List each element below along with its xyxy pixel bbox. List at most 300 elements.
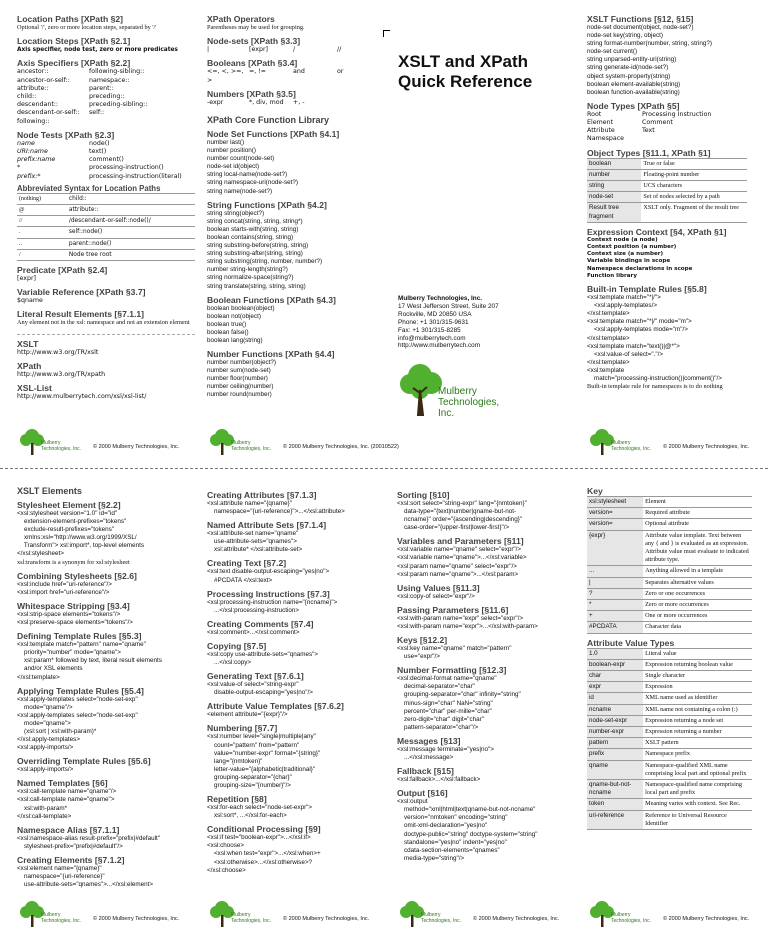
function-signature: string normalize-space(string?)	[207, 274, 294, 282]
type-desc: Set of nodes selected by a path	[641, 192, 747, 203]
table-row	[587, 508, 752, 519]
builtin-templates	[587, 294, 747, 383]
definition: One or more occurrences	[643, 611, 752, 622]
p1-column-2	[207, 14, 385, 419]
variable-text: $qname	[17, 297, 43, 305]
definition: Zero or more occurrences	[643, 600, 752, 611]
code-line: cdata-section-elements="qnames"	[397, 846, 500, 854]
axis-item	[89, 118, 195, 126]
function-signature: number count(node-set)	[207, 155, 275, 163]
note-text: xsl:transform is a synonym for xsl:stylesheet	[17, 558, 130, 566]
abbrev-cell: ..	[17, 238, 67, 249]
heading-node-set-functions: Node Set Functions [XPath §4.1]	[207, 129, 340, 140]
number-ops	[207, 99, 385, 107]
node-test-item: processing-instruction(literal)	[89, 172, 182, 180]
section-heading: Numbering [§7.7]	[207, 723, 278, 734]
logo-text: Technologies, Inc.	[421, 918, 462, 924]
code-line: <xsl:strip-space elements="tokens"/>	[17, 610, 121, 618]
term: +	[587, 611, 643, 622]
xslt-functions	[587, 24, 747, 97]
abbrev-cell: @	[17, 205, 67, 216]
definition: Namespace-qualified name comprising local part and prefix	[643, 780, 752, 799]
code-line: <xsl:attribute-set name="qname"	[207, 530, 299, 538]
section-heading: Using Values [§11.3]	[397, 582, 480, 593]
expression-context	[587, 237, 747, 280]
code-line: exclude-result-prefixes="tokens"	[17, 526, 115, 534]
section-heading: Defining Template Rules [§5.3]	[17, 631, 142, 642]
term: version=	[587, 519, 643, 530]
p2-column-4	[587, 486, 752, 884]
table-row	[587, 738, 752, 749]
code-line: disable-output-escaping="yes|no"/>	[207, 689, 313, 697]
title-line: XSLT and XPath	[398, 52, 529, 71]
function-signature: number ceiling(number)	[207, 383, 274, 391]
p2-column-3	[397, 486, 579, 884]
term: pattern	[587, 738, 643, 749]
section-heading: Namespace Alias [§7.1.1]	[17, 824, 120, 835]
section-heading: Attribute Value Templates [§7.6.2]	[207, 701, 344, 712]
function-signature: boolean lang(string)	[207, 336, 263, 344]
code-line: <xsl:param name="qname">...</xsl:param>	[397, 570, 519, 578]
code-line: <xsl:namespace-alias result-prefix="prefix|#default"	[17, 834, 160, 842]
code-line: <element attribute="{expr}"/>	[207, 711, 288, 719]
xslt-elements-list-3	[397, 490, 579, 863]
logo-text: Technologies, Inc.	[231, 446, 272, 452]
function-signature: boolean element-available(string)	[587, 80, 681, 88]
table-row	[587, 566, 752, 577]
heading-axis-specifiers: Axis Specifiers [XPath §2.2]	[17, 58, 131, 69]
code-line: doctype-public="string" doctype-system="string"	[397, 830, 538, 838]
function-signature: number last()	[207, 139, 245, 147]
code-line: <xsl:value-of select="."/>	[587, 350, 664, 358]
abbrev-cell: (nothing)	[17, 193, 67, 204]
code-line: pattern-separator="char"/>	[397, 723, 479, 731]
function-signature: string local-name(node-set?)	[207, 171, 288, 179]
context-item: Namespace declarations in scope	[587, 265, 693, 272]
operator: +, -	[293, 98, 305, 106]
location-paths-text: Optional '/', zero or more location steps, separated by '/'	[17, 24, 157, 31]
logo-text: Mulberry	[438, 386, 477, 397]
boolean-ops	[207, 68, 385, 84]
function-signature: string translate(string, string, string)	[207, 282, 306, 290]
node-test-item: prefix:*	[17, 172, 41, 180]
code-line: grouping-separator="{char}"	[207, 773, 292, 781]
footer	[17, 422, 179, 456]
axis-item: self::	[89, 109, 105, 117]
type-name: node-set	[587, 192, 641, 203]
code-line: decimal-separator="char"	[397, 683, 475, 691]
definition: Required attribute	[643, 508, 752, 519]
axis-item: ancestor::	[17, 68, 49, 76]
footer	[587, 894, 749, 928]
code-line: </xsl:template>	[587, 310, 630, 318]
code-line: <xsl:number level="single|multiple|any"	[207, 733, 316, 741]
xpath-link[interactable]: http://www.w3.org/TR/xpath	[17, 370, 106, 378]
code-line: <xsl:template match="*|/" mode="m">	[587, 318, 692, 326]
heading-xslt-elements: XSLT Elements	[17, 486, 82, 496]
code-line: xsl:with-param*	[17, 804, 68, 812]
node-test-item: prefix:name	[17, 156, 56, 164]
code-line: <xsl:param name="qname" select="expr"/>	[397, 562, 517, 570]
table-row	[587, 682, 752, 693]
heading-location-paths: Location Paths [XPath §2]	[17, 14, 124, 24]
definition: XML name used as identifier	[643, 693, 752, 704]
code-line: data-type="{text|number|qname-but-not-	[397, 508, 517, 516]
heading-node-tests: Node Tests [XPath §2.3]	[17, 129, 115, 140]
node-type: Attribute	[587, 127, 615, 135]
abbrev-cell: child::	[67, 193, 195, 204]
footer	[207, 894, 369, 928]
logo-text: Mulberry	[611, 912, 631, 918]
table-row	[17, 193, 195, 204]
code-line: </xsl:stylesheet>	[17, 550, 64, 558]
table-row	[587, 600, 752, 611]
copyright: © 2000 Mulberry Technologies, Inc.	[283, 916, 370, 922]
table-row	[587, 780, 752, 799]
definition: Zero or one occurrences	[643, 588, 752, 599]
code-line: <xsl:element name="{qname}"	[17, 864, 102, 872]
node-test-item: node()	[89, 139, 110, 147]
logo-small	[207, 426, 277, 456]
term: qname	[587, 760, 643, 779]
title-line: Quick Reference	[398, 72, 533, 91]
term: id	[587, 693, 643, 704]
term: ...	[587, 566, 643, 577]
code-line: <xsl:apply-imports/>	[17, 766, 74, 774]
xsl-list-link[interactable]: http://www.mulberrytech.com/xsl/xsl-list/	[17, 393, 147, 401]
logo-small	[17, 898, 87, 928]
code-line: zero-digit="char" digit="char"	[397, 715, 484, 723]
code-line: count="pattern" from="pattern"	[207, 741, 300, 749]
function-signature: boolean starts-with(string, string)	[207, 225, 299, 233]
context-item: Context position (a number)	[587, 244, 677, 251]
address-line: 17 West Jefferson Street, Suite 207	[398, 302, 499, 310]
code-line: and/or XSL elements	[17, 665, 83, 673]
code-line: <xsl:stylesheet version="1.0" id="id"	[17, 510, 118, 517]
type-name: Result tree fragment	[587, 203, 641, 222]
section-heading: Variables and Parameters [§11]	[397, 536, 524, 547]
abbrev-cell: self::node()	[67, 227, 195, 238]
code-line: ...</xsl:copy>	[207, 659, 252, 667]
axis-item: preceding-sibling::	[89, 101, 148, 109]
heading-abbreviated-syntax: Abbreviated Syntax for Location Paths	[17, 183, 161, 193]
heading-builtin-templates: Built-in Template Rules [§5.8]	[587, 284, 707, 295]
term: number-expr	[587, 727, 643, 738]
function-signature: string substring-before(string, string)	[207, 242, 309, 250]
table-row	[587, 622, 752, 633]
definition: Attribute value template. Text between any { and } is evaluated as an expression. Attribute value must evaluate to indicated attribute type.	[643, 530, 752, 566]
function-signature: string unparsed-entity-uri(string)	[587, 56, 677, 64]
code-line: <xsl:apply-templates/>	[587, 302, 657, 310]
code-line: <xsl:with-param name="expr" select="expr"/>	[397, 614, 524, 622]
definition: XML name not containing a colon (:)	[643, 704, 752, 715]
node-type: Text	[642, 127, 655, 135]
heading-numbers: Numbers [XPath §3.5]	[207, 88, 296, 99]
table-row	[587, 671, 752, 682]
heading-xslt: XSLT	[17, 338, 39, 349]
logo-text: Mulberry	[41, 912, 61, 918]
operator: <=, <, >=, >	[207, 68, 244, 84]
code-line: <xsl:copy-of select="expr"/>	[397, 592, 475, 600]
axis-item: child::	[17, 93, 37, 101]
logo-text: Mulberry	[231, 912, 251, 918]
table-row	[587, 810, 752, 829]
code-line: <xsl:template match="pattern" name="qname"	[17, 641, 146, 649]
code-line: <xsl:sort select="string-expr" lang="{nmtoken}"	[397, 500, 527, 507]
definition: Namespace-qualified XML name comprising local part and optional prefix	[643, 760, 752, 779]
xslt-link[interactable]: http://www.w3.org/TR/xslt	[17, 348, 99, 356]
section-heading: Creating Attributes [§7.1.3]	[207, 490, 317, 500]
code-line: Transform"> xsl:import*, top-level elements	[17, 542, 144, 550]
code-line: <xsl:value-of select="string-expr"	[207, 681, 299, 689]
heading-literal-result: Literal Result Elements [§7.1.1]	[17, 309, 145, 320]
table-row	[587, 497, 752, 508]
abbrev-cell: parent::node()	[67, 238, 195, 249]
section-heading: Conditional Processing [§9]	[207, 824, 321, 835]
footer	[207, 422, 399, 456]
operator: *, div, mod	[249, 98, 284, 106]
table-row	[17, 238, 195, 249]
object-types-table	[587, 158, 747, 223]
code-line: xmlns:xsl="http://www.w3.org/1999/XSL/	[17, 534, 137, 542]
term: version=	[587, 508, 643, 519]
code-line: stylesheet-prefix="prefix|#default"/>	[17, 842, 123, 850]
section-heading: Fallback [§15]	[397, 766, 454, 777]
code-line: <xsl:message terminate="yes|no">	[397, 745, 494, 753]
type-desc: UCS characters	[641, 181, 747, 192]
code-line: </xsl:apply-templates>	[17, 736, 80, 744]
code-line: <xsl:key name="qname" match="pattern"	[397, 645, 512, 653]
node-tests-list	[17, 140, 195, 181]
company-address	[398, 295, 499, 350]
fax: Fax: +1 301/315-8285	[398, 326, 461, 334]
definition: Reference to Universal Resource Identifier	[643, 810, 752, 829]
context-item: Context node (a node)	[587, 236, 658, 243]
definition: Namespace prefix	[643, 749, 752, 760]
context-item: Function library	[587, 272, 637, 279]
table-row	[17, 205, 195, 216]
heading-xpath: XPath	[17, 360, 42, 371]
code-line: ...</xsl:processing-instruction>	[207, 606, 300, 614]
logo-text: Technologies, Inc.	[438, 397, 500, 419]
table-row	[587, 530, 752, 566]
function-signature: number sum(node-set)	[207, 367, 271, 375]
code-line: method="xml|html|text|qname-but-not-ncname"	[397, 806, 536, 814]
operator: or	[337, 68, 344, 76]
section-heading: Copying [§7.5]	[207, 640, 267, 651]
email-link[interactable]: info@mulberrytech.com	[398, 334, 466, 342]
function-signature: string substring-after(string, string)	[207, 250, 303, 258]
operator: /	[293, 46, 296, 54]
section-heading: Passing Parameters [§11.6]	[397, 604, 509, 615]
code-line: <xsl:decimal-format name="qname"	[397, 675, 497, 683]
table-row	[587, 693, 752, 704]
table-row	[587, 659, 752, 670]
context-item: Context size (a number)	[587, 251, 664, 258]
abbrev-cell: Node tree root	[67, 249, 195, 260]
location-steps-text: Axis specifier, node test, zero or more predicates	[17, 47, 178, 54]
code-line: </xsl:choose>	[207, 866, 246, 874]
p2-column-2	[207, 486, 387, 884]
definition: Separates alternative values	[643, 577, 752, 588]
code-line: <xsl:apply-templates select="node-set-exp"	[17, 711, 138, 719]
phone: Phone: +1 301/315-9631	[398, 318, 469, 326]
code-line: <xsl:otherwise>...</xsl:otherwise>?	[207, 858, 312, 866]
term: 1.0	[587, 648, 643, 659]
logo-text: Mulberry	[421, 912, 441, 918]
abbrev-cell: .	[17, 227, 67, 238]
definition: Expression	[643, 682, 752, 693]
function-signature: string name(node-set?)	[207, 187, 273, 195]
logo-text: Mulberry	[231, 440, 251, 446]
heading-node-sets: Node-sets [XPath §3.3]	[207, 36, 301, 47]
definition: Expression returning a node set	[643, 715, 752, 726]
term: {expr}	[587, 530, 643, 566]
code-line: ...</xsl:message>	[397, 753, 454, 761]
logo-text: Mulberry	[41, 440, 61, 446]
code-line: <xsl:attribute name="{qname}"	[207, 500, 292, 507]
term: *	[587, 600, 643, 611]
code-line: use-attribute-sets="qnames">...</xsl:element>	[17, 881, 154, 889]
section-heading: Creating Elements [§7.1.2]	[17, 854, 125, 865]
code-line: lang="{nmtoken}"	[207, 757, 263, 765]
definition: Anything allowed in a template	[643, 566, 752, 577]
code-line: </xsl:template>	[587, 334, 630, 342]
table-row	[587, 727, 752, 738]
code-line: <xsl:import href="uri-reference"/>	[17, 588, 110, 596]
code-line: <xsl:processing-instruction name="{ncname}">	[207, 598, 338, 606]
section-heading: Messages [§13]	[397, 735, 461, 746]
table-row	[587, 519, 752, 530]
definition: Expression returning a number	[643, 727, 752, 738]
definition: XSLT pattern	[643, 738, 752, 749]
function-signature: boolean not(object)	[207, 312, 261, 320]
heading-xpath-operators: XPath Operators	[207, 14, 275, 24]
code-line: mode="qname">	[17, 719, 71, 727]
section-heading: Overriding Template Rules [§5.6]	[17, 756, 151, 767]
axis-item: attribute::	[17, 84, 49, 92]
code-line: priority="number" mode="qname">	[17, 649, 121, 657]
logo-small	[207, 898, 277, 928]
logo-small	[587, 426, 657, 456]
term: expr	[587, 682, 643, 693]
definition: Literal value	[643, 648, 752, 659]
code-line: use="expr"/>	[397, 653, 440, 661]
number-functions	[207, 359, 385, 399]
term: |	[587, 577, 643, 588]
code-line: (xsl:sort | xsl:with-param)*	[17, 727, 97, 735]
footer	[587, 422, 749, 456]
node-type: Namespace	[587, 135, 625, 143]
type-desc: XSLT only. Fragment of the result tree	[641, 203, 747, 222]
code-line: <xsl:apply-imports/>	[17, 744, 74, 752]
operator: [expr]	[249, 46, 268, 54]
term: boolean-expr	[587, 659, 643, 670]
definition: Expression returning boolean value	[643, 659, 752, 670]
code-line: use-attribute-sets="qnames">	[207, 538, 297, 546]
code-line: extension-element-prefixes="tokens"	[17, 518, 127, 526]
abbrev-cell: //	[17, 216, 67, 227]
function-signature: string string(object?)	[207, 209, 265, 217]
attribute-value-types-table	[587, 648, 752, 830]
xslt-elements-list	[17, 500, 197, 889]
code-line: <xsl:preserve-space elements="tokens"/>	[17, 619, 133, 627]
abbrev-cell: /descendant-or-self::node()/	[67, 216, 195, 227]
axis-item: following-sibling::	[89, 68, 145, 76]
operators-text: Parentheses may be used for grouping.	[207, 24, 305, 31]
mulberry-logo-large	[398, 360, 508, 420]
function-signature: boolean boolean(object)	[207, 304, 275, 312]
code-line: namespace="{uri-reference}">...</xsl:attribute>	[207, 508, 345, 516]
code-line: omit-xml-declaration="yes|no"	[397, 822, 488, 830]
heading-xslt-functions: XSLT Functions [§12, §15]	[587, 14, 694, 24]
node-test-item: name	[17, 139, 35, 147]
code-line: <xsl:for-each select="node-set-expr">	[207, 804, 313, 812]
code-line: </xsl:call-template>	[17, 812, 72, 820]
copyright: © 2000 Mulberry Technologies, Inc.	[93, 444, 180, 450]
logo-small	[17, 426, 87, 456]
web-link[interactable]: http://www.mulberrytech.com	[398, 342, 481, 350]
logo-text: Technologies, Inc.	[41, 918, 82, 924]
definition: Meaning varies with context. See Rec.	[643, 799, 752, 810]
literal-text: Any element not in the xsl: namespace and not an extension element	[17, 319, 190, 327]
heading-predicate: Predicate [XPath §2.4]	[17, 265, 108, 276]
function-signature: number position()	[207, 147, 256, 155]
p1-column-4	[587, 14, 747, 419]
code-line: ncname}" order="{ascending|descending}"	[397, 516, 523, 524]
code-line: grouping-separator="char" infinity="string"	[397, 691, 521, 699]
table-row	[587, 181, 747, 192]
term: uri-reference	[587, 810, 643, 829]
section-heading: Applying Template Rules [§5.4]	[17, 685, 144, 696]
company-name: Mulberry Technologies, Inc.	[398, 295, 483, 302]
axis-item: namespace::	[89, 76, 130, 84]
table-row	[587, 704, 752, 715]
term: prefix	[587, 749, 643, 760]
logo-text: Mulberry	[611, 440, 631, 446]
function-signature: object system-property(string)	[587, 72, 671, 80]
table-row	[587, 749, 752, 760]
node-type: Element	[587, 119, 614, 127]
code-line: <xsl:choose>	[207, 842, 245, 850]
type-desc: True or false	[641, 158, 747, 169]
code-line: letter-value="{alphabetic|traditional}"	[207, 765, 316, 773]
section-heading: Named Templates [§6]	[17, 778, 108, 789]
p1-column-1	[17, 14, 195, 419]
logo-text: Technologies, Inc.	[611, 446, 652, 452]
code-line: <xsl:apply-templates select="node-set-exp"	[17, 695, 138, 703]
axis-item: parent::	[89, 84, 114, 92]
code-line: <xsl:call-template name="qname"/>	[17, 788, 117, 796]
operator: |	[207, 46, 210, 54]
p2-column-1	[17, 486, 197, 889]
page-divider	[0, 468, 768, 469]
operator: //	[337, 46, 342, 54]
function-signature: boolean contains(string, string)	[207, 233, 294, 241]
logo-text: Technologies, Inc.	[611, 918, 652, 924]
code-line: minus-sign="char" NaN="string"	[397, 699, 493, 707]
node-test-item: *	[17, 164, 21, 172]
function-signature: node-set document(object, node-set?)	[587, 24, 694, 31]
context-item: Variable bindings in scope	[587, 258, 671, 265]
table-row	[17, 249, 195, 260]
code-line: <xsl:output	[397, 798, 428, 806]
heading-object-types: Object Types [§11.1, XPath §1]	[587, 147, 711, 158]
logo-text: Technologies, Inc.	[231, 918, 272, 924]
code-line: <xsl:template match="*|/">	[587, 294, 661, 302]
function-signature: node-set current()	[587, 48, 638, 56]
table-row	[587, 169, 747, 180]
